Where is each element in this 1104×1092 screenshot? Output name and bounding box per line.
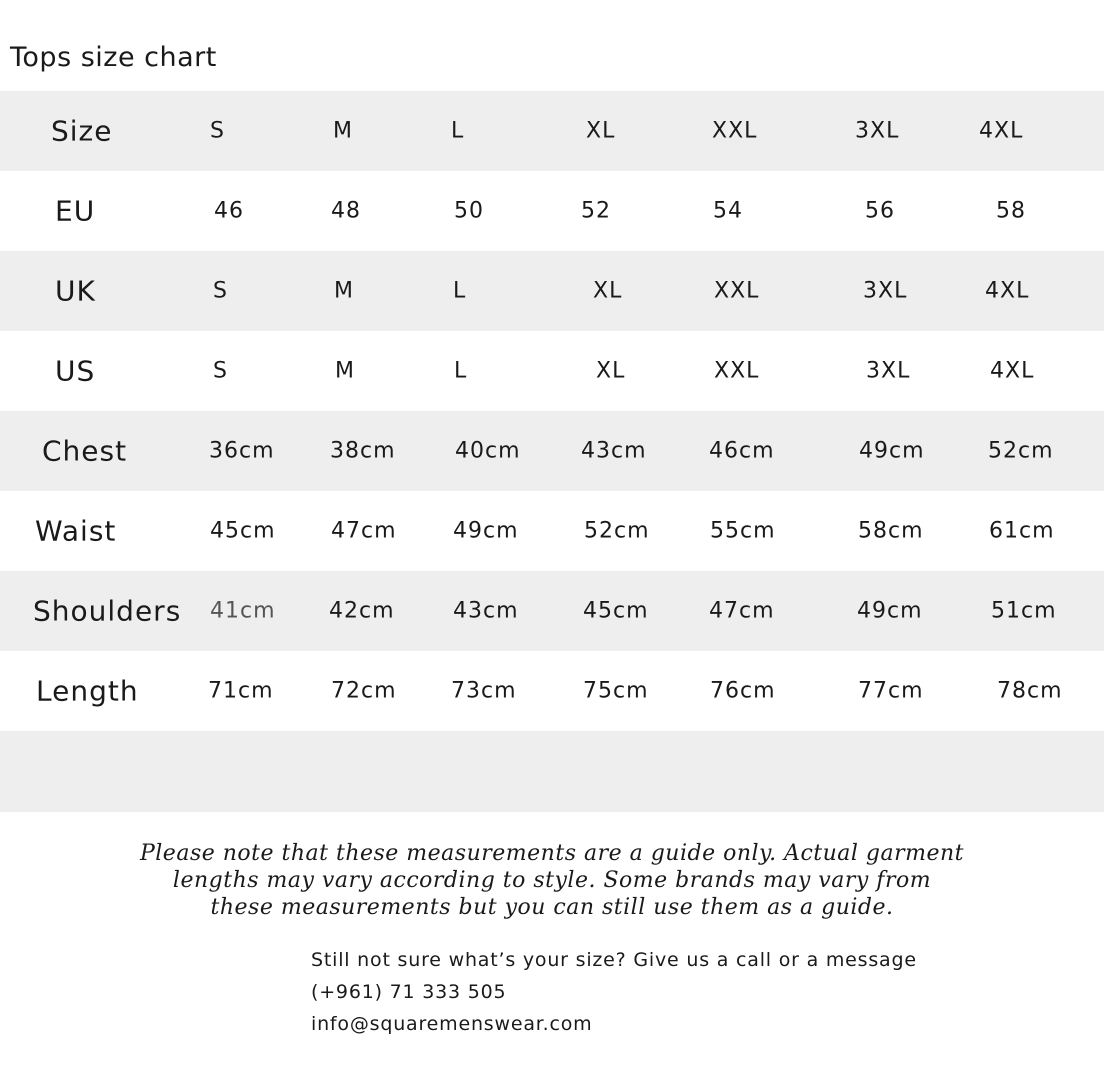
table-cell: 77cm <box>858 678 924 704</box>
table-row-size <box>0 91 1104 171</box>
table-row-shoulders <box>0 571 1104 651</box>
table-cell: L <box>451 118 465 144</box>
contact-info <box>311 944 917 1040</box>
table-cell: 51cm <box>991 598 1057 624</box>
table-cell: XL <box>596 358 626 384</box>
table-cell: XXL <box>714 278 760 304</box>
table-cell: S <box>213 278 228 304</box>
table-cell: 49cm <box>453 518 519 544</box>
disclaimer-line: Please note that these measurements are a guide only. Actual garment <box>139 841 965 866</box>
table-cell: 47cm <box>331 518 397 544</box>
table-cell: 71cm <box>208 678 274 704</box>
table-cell: 46cm <box>709 438 775 464</box>
row-label: Length <box>36 674 139 708</box>
email-address: info@squaremenswear.com <box>311 1013 593 1035</box>
table-cell: 54 <box>713 198 743 224</box>
table-cell: 46 <box>214 198 244 224</box>
table-cell: 56 <box>865 198 895 224</box>
table-cell: M <box>334 278 354 304</box>
table-row-chest <box>0 411 1104 491</box>
size-chart-table <box>0 91 1104 812</box>
row-label: Chest <box>42 434 128 468</box>
page-title: Tops size chart <box>10 42 217 73</box>
table-cell: 52 <box>581 198 611 224</box>
table-cell: 58 <box>996 198 1026 224</box>
table-cell: 52cm <box>988 438 1054 464</box>
row-label: Waist <box>35 514 117 548</box>
row-label: UK <box>55 274 96 308</box>
table-cell: 72cm <box>331 678 397 704</box>
disclaimer-line: lengths may vary according to style. Some brands may vary from <box>172 868 932 893</box>
contact-prompt: Still not sure what’s your size? Give us a call or a message <box>311 949 917 971</box>
table-cell: L <box>453 278 467 304</box>
table-row-uk <box>0 251 1104 331</box>
table-cell: 4XL <box>979 118 1024 144</box>
table-cell: 41cm <box>210 598 276 624</box>
table-cell: 43cm <box>453 598 519 624</box>
table-cell: 50 <box>454 198 484 224</box>
table-cell: 73cm <box>451 678 517 704</box>
table-row-us <box>0 331 1104 411</box>
table-cell: 45cm <box>210 518 276 544</box>
table-cell: XL <box>586 118 616 144</box>
table-cell: XXL <box>714 358 760 384</box>
table-cell: 78cm <box>997 678 1063 704</box>
table-row-waist <box>0 491 1104 571</box>
table-cell: 49cm <box>857 598 923 624</box>
table-cell: 75cm <box>583 678 649 704</box>
table-cell: 3XL <box>863 278 908 304</box>
table-cell: 55cm <box>710 518 776 544</box>
table-cell: 47cm <box>709 598 775 624</box>
measurement-disclaimer <box>0 840 1104 921</box>
table-cell: 36cm <box>209 438 275 464</box>
table-cell: 48 <box>331 198 361 224</box>
table-cell: L <box>454 358 468 384</box>
table-cell: 52cm <box>584 518 650 544</box>
row-label: US <box>55 354 96 388</box>
table-row-length <box>0 651 1104 731</box>
table-cell: 4XL <box>990 358 1035 384</box>
disclaimer-line: these measurements but you can still use them as a guide. <box>210 895 894 920</box>
phone-number: (+961) 71 333 505 <box>311 981 507 1003</box>
table-row-eu <box>0 171 1104 251</box>
table-cell: 40cm <box>455 438 521 464</box>
table-cell: S <box>213 358 228 384</box>
table-cell: M <box>333 118 353 144</box>
table-row-empty <box>0 731 1104 812</box>
table-cell: 49cm <box>859 438 925 464</box>
table-cell: XXL <box>712 118 758 144</box>
table-cell: 45cm <box>583 598 649 624</box>
row-label: Shoulders <box>33 594 182 628</box>
table-cell: 3XL <box>866 358 911 384</box>
table-cell: 43cm <box>581 438 647 464</box>
table-cell: 61cm <box>989 518 1055 544</box>
table-cell: 4XL <box>985 278 1030 304</box>
row-label: Size <box>51 114 113 148</box>
table-cell: 58cm <box>858 518 924 544</box>
table-cell: M <box>335 358 355 384</box>
table-cell: 38cm <box>330 438 396 464</box>
table-cell: 42cm <box>329 598 395 624</box>
table-cell: 76cm <box>710 678 776 704</box>
row-label: EU <box>55 194 96 228</box>
table-cell: 3XL <box>855 118 900 144</box>
table-cell: S <box>210 118 225 144</box>
table-cell: XL <box>593 278 623 304</box>
